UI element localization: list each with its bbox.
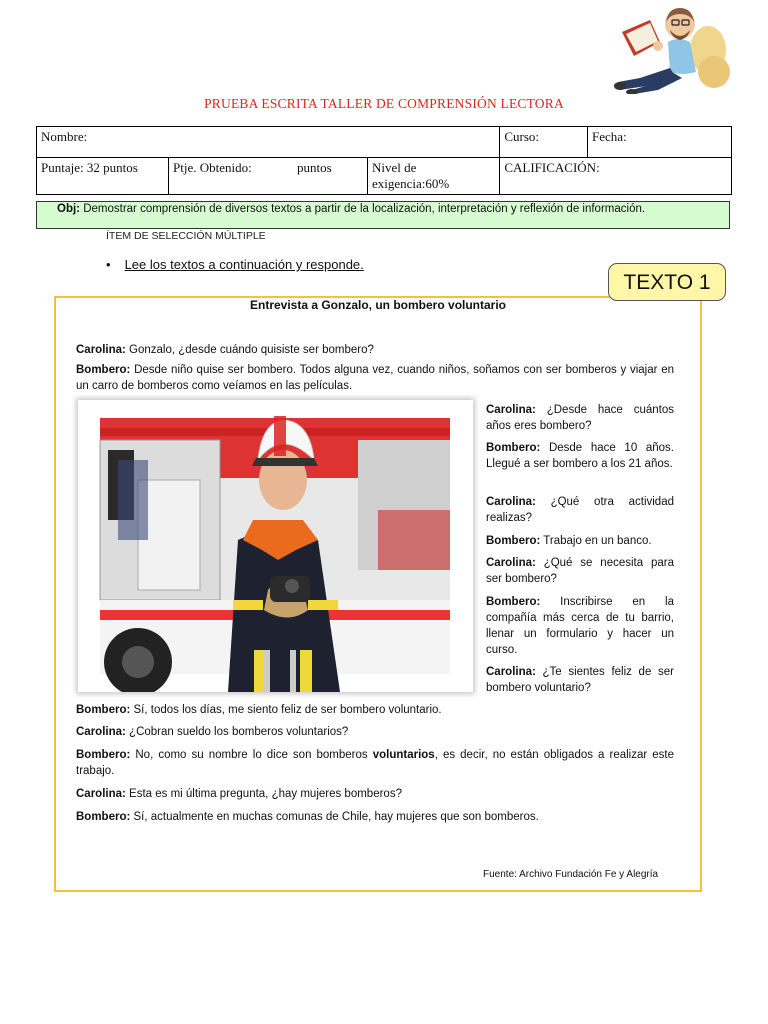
interview-title: Entrevista a Gonzalo, un bombero voluntario [249, 298, 507, 312]
answer-6: Bombero: No, como su nombre lo dice son bomberos voluntarios, es decir, no están obligados a realizar este trabajo. [76, 749, 674, 777]
bullet-icon: • [106, 257, 111, 272]
answer-3: Bombero: Trabajo en un banco. [486, 535, 652, 547]
answer-1: Bombero: Desde niño quise ser bombero. Todos alguna vez, cuando niños, soñamos con ser bomberos y viajar en un carro de bomberos como veíamos en las películas. [76, 364, 674, 392]
text-number-badge: TEXTO 1 [608, 263, 726, 301]
question-3: Carolina: ¿Qué otra actividad realizas? [486, 496, 674, 524]
objective-label: Obj: [57, 203, 80, 215]
answer-2: Bombero: Desde hace 10 años. Llegué a ser bombero a los 21 años. [486, 442, 674, 470]
question-7: Carolina: Esta es mi última pregunta, ¿hay mujeres bomberos? [76, 788, 402, 800]
question-6: Carolina: ¿Cobran sueldo los bomberos voluntarios? [76, 726, 349, 738]
objective-text: Demostrar comprensión de diversos textos a partir de la localización, interpretación y reflexión de información. [83, 203, 646, 215]
answer-7: Bombero: Sí, actualmente en muchas comunas de Chile, hay mujeres que son bomberos. [76, 811, 539, 823]
question-1: Carolina: Gonzalo, ¿desde cuándo quisiste ser bombero? [76, 344, 374, 356]
score-obtained-field[interactable] [169, 158, 368, 195]
grade-field[interactable]: CALIFICACIÓN: [500, 158, 732, 195]
name-field[interactable]: Nombre: [37, 127, 500, 158]
test-title: PRUEBA ESCRITA TALLER DE COMPRENSIÓN LECTORA [204, 96, 564, 111]
item-label: ÍTEM DE SELECCIÓN MÚLTIPLE [106, 230, 266, 242]
score-total: Puntaje: 32 puntos [37, 158, 169, 195]
course-field[interactable]: Curso: [500, 127, 588, 158]
question-2: Carolina: ¿Desde hace cuántos años eres bombero? [486, 404, 674, 432]
reading-teacher-illustration [612, 2, 730, 94]
instruction [106, 257, 364, 272]
question-4: Carolina: ¿Qué se necesita para ser bombero? [486, 557, 674, 585]
objective-box [36, 201, 730, 229]
answer-5: Bombero: Sí, todos los días, me siento feliz de ser bombero voluntario. [76, 704, 442, 716]
date-field[interactable]: Fecha: [588, 127, 732, 158]
score-obtained-label: Ptje. Obtenido: [173, 160, 252, 175]
student-info-table [36, 126, 732, 195]
source-citation: Fuente: Archivo Fundación Fe y Alegría [483, 869, 659, 880]
instruction-text: Lee los textos a continuación y responde. [124, 257, 364, 272]
question-5: Carolina: ¿Te sientes feliz de ser bombero voluntario? [486, 666, 674, 694]
answer-4: Bombero: Inscribirse en la compañía más cerca de tu barrio, llenar un formulario y hacer un curso. [486, 596, 674, 656]
requirement-level: Nivel de exigencia:60% [368, 158, 500, 195]
score-units: puntos [296, 160, 332, 175]
firefighter-photo-frame [78, 400, 473, 692]
firefighter-photo [78, 400, 473, 692]
